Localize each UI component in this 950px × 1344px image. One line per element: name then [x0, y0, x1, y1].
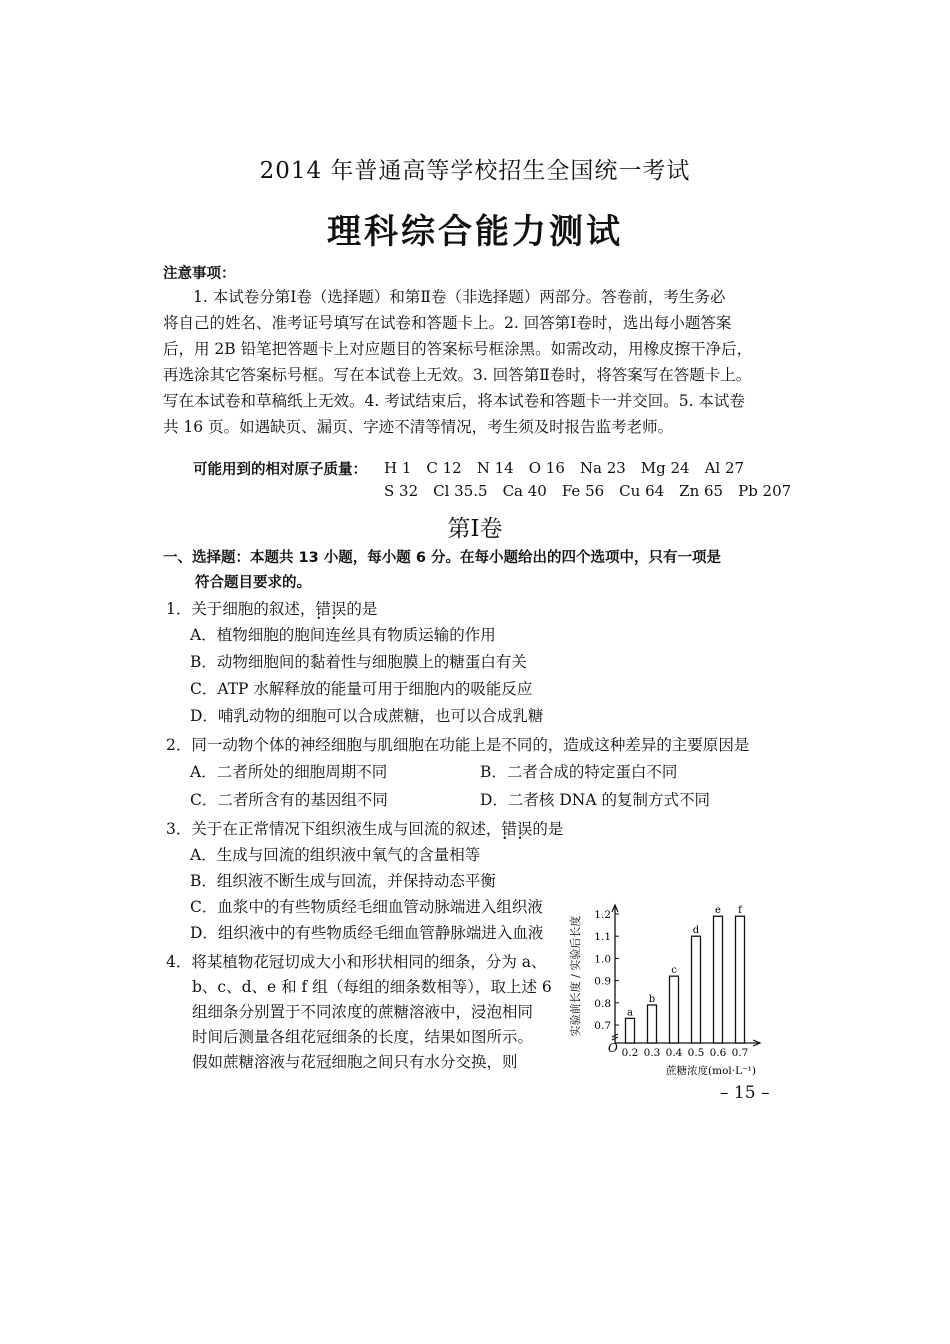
exam-title: 2014 年普通高等学校招生全国统一考试: [259, 158, 691, 184]
atomic-mass-row: H 1 C 12 N 14 O 16 Na 23 Mg 24 Al 27: [384, 459, 745, 477]
question-3-stem: [166, 817, 563, 839]
chart-bar-label: a: [627, 1007, 633, 1019]
chart-bar: [736, 916, 745, 1043]
emphasis-text: 错误 • •: [315, 600, 346, 618]
chart-y-tick-label: 1.2: [594, 909, 611, 921]
chart-y-axis-label: 实验前长度 / 实验后长度: [569, 915, 582, 1037]
chart-bar-label: c: [671, 965, 677, 977]
sucrose-bar-chart: [560, 895, 790, 1080]
chart-y-tick-label: 0.8: [594, 997, 611, 1010]
question-2-option-d: D．二者核 DNA 的复制方式不同: [480, 791, 710, 809]
question-2-option-c: C．二者所含有的基因组不同: [190, 791, 388, 809]
chart-bar-label: b: [648, 994, 656, 1006]
page-number: – 15 –: [720, 1083, 770, 1103]
question-4-line: 组细条分别置于不同浓度的蔗糖溶液中，浸泡相同: [192, 1003, 534, 1021]
atomic-mass-row: S 32 Cl 35.5 Ca 40 Fe 56 Cu 64 Zn 65 Pb 207: [384, 482, 792, 500]
question-1-option-c: C．ATP 水解释放的能量可用于细胞内的吸能反应: [190, 680, 533, 698]
question-3-option-b: B．组织液不断生成与回流，并保持动态平衡: [190, 872, 496, 890]
question-4-line: b、c、d、e 和 f 组（每组的细条数相等），取上述 6: [192, 978, 552, 996]
chart-y-tick-label: 1.1: [594, 931, 611, 944]
chart-origin-label: O: [608, 1041, 618, 1055]
chart-x-tick-label: 0.3: [643, 1047, 661, 1059]
chart-x-tick-label: 0.2: [621, 1047, 639, 1059]
chart-bar-label: e: [715, 905, 721, 917]
notice-line: 后，用 2B 铅笔把答题卡上对应题目的答案标号框涂黑。如需改动，用橡皮擦干净后，: [163, 340, 753, 358]
chart-y-tick-label: 1.0: [594, 953, 611, 966]
chart-x-axis-label: 蔗糖浓度(mol·L⁻¹): [666, 1065, 756, 1077]
notice-line: 1. 本试卷分第Ⅰ卷（选择题）和第Ⅱ卷（非选择题）两部分。答卷前，考生务必: [193, 288, 726, 306]
stem-text: 3．关于在正常情况下组织液生成与回流的叙述，: [166, 820, 502, 838]
question-2-option-a: A．二者所处的细胞周期不同: [190, 763, 388, 781]
question-1-stem: [166, 597, 377, 619]
notice-line: 再选涂其它答案标号框。写在本试卷上无效。3. 回答第Ⅱ卷时，将答案写在答题卡上。: [163, 366, 752, 384]
chart-x-tick-label: 0.5: [687, 1047, 705, 1059]
stem-text: 1．关于细胞的叙述，: [166, 600, 316, 618]
chart-bar: [648, 1005, 657, 1043]
stem-text: 的是: [532, 820, 564, 838]
chart-bars: [622, 905, 749, 1059]
chart-bar-label: f: [738, 905, 742, 917]
question-3-option-a: A．生成与回流的组织液中氧气的含量相等: [190, 846, 481, 864]
emphasis-text: 错误 • •: [501, 820, 532, 838]
notice-line: 将自己的姓名、准考证号填写在试卷和答题卡上。2. 回答第Ⅰ卷时，选出每小题答案: [163, 314, 732, 332]
notice-line: 写在本试卷和草稿纸上无效。4. 考试结束后，将本试卷和答题卡一并交回。5. 本试卷: [163, 392, 745, 410]
question-2-option-b: B．二者合成的特定蛋白不同: [480, 763, 678, 781]
chart-bar: [692, 936, 701, 1043]
chart-y-tick-label: 0.9: [594, 975, 611, 988]
chart-x-tick-label: 0.6: [709, 1047, 727, 1059]
chart-bar-label: d: [692, 925, 700, 937]
question-4-line: 假如蔗糖溶液与花冠细胞之间只有水分交换，则: [192, 1053, 518, 1071]
question-1-option-b: B．动物细胞间的黏着性与细胞膜上的糖蛋白有关: [190, 653, 527, 671]
exam-subject-title: 理科综合能力测试: [327, 212, 623, 252]
chart-x-tick-label: 0.7: [731, 1047, 749, 1059]
question-3-option-d: D．组织液中的有些物质经毛细血管静脉端进入血液: [190, 924, 544, 942]
question-4-line: 时间后测量各组花冠细条的长度，结果如图所示。: [192, 1028, 534, 1046]
section-title: 第Ⅰ卷: [447, 516, 503, 542]
chart-bar: [670, 976, 679, 1043]
notice-line: 共 16 页。如遇缺页、漏页、字迹不清等情况，考生须及时报告监考老师。: [163, 418, 674, 436]
question-4-line: 4．将某植物花冠切成大小和形状相同的细条，分为 a、: [166, 953, 547, 971]
stem-text: 的是: [346, 600, 378, 618]
chart-y-tick-label: 0.7: [594, 1020, 611, 1032]
notice-heading: 注意事项：: [163, 266, 236, 282]
question-1-option-a: A．植物细胞的胞间连丝具有物质运输的作用: [190, 626, 496, 644]
question-3-option-c: C．血浆中的有些物质经毛细血管动脉端进入组织液: [190, 898, 543, 916]
question-2-stem: 2．同一动物个体的神经细胞与肌细胞在功能上是不同的，造成这种差异的主要原因是: [166, 736, 750, 754]
atomic-mass-label: 可能用到的相对原子质量：: [193, 462, 367, 478]
chart-bar: [714, 916, 723, 1043]
section-instruction: 符合题目要求的。: [195, 575, 311, 591]
chart-bar: [626, 1018, 635, 1043]
question-1-option-d: D．哺乳动物的细胞可以合成蔗糖，也可以合成乳糖: [190, 707, 544, 725]
section-instruction: 一、选择题：本题共 13 小题，每小题 6 分。在每小题给出的四个选项中，只有一项是: [163, 550, 721, 566]
chart-x-tick-label: 0.4: [665, 1047, 683, 1059]
